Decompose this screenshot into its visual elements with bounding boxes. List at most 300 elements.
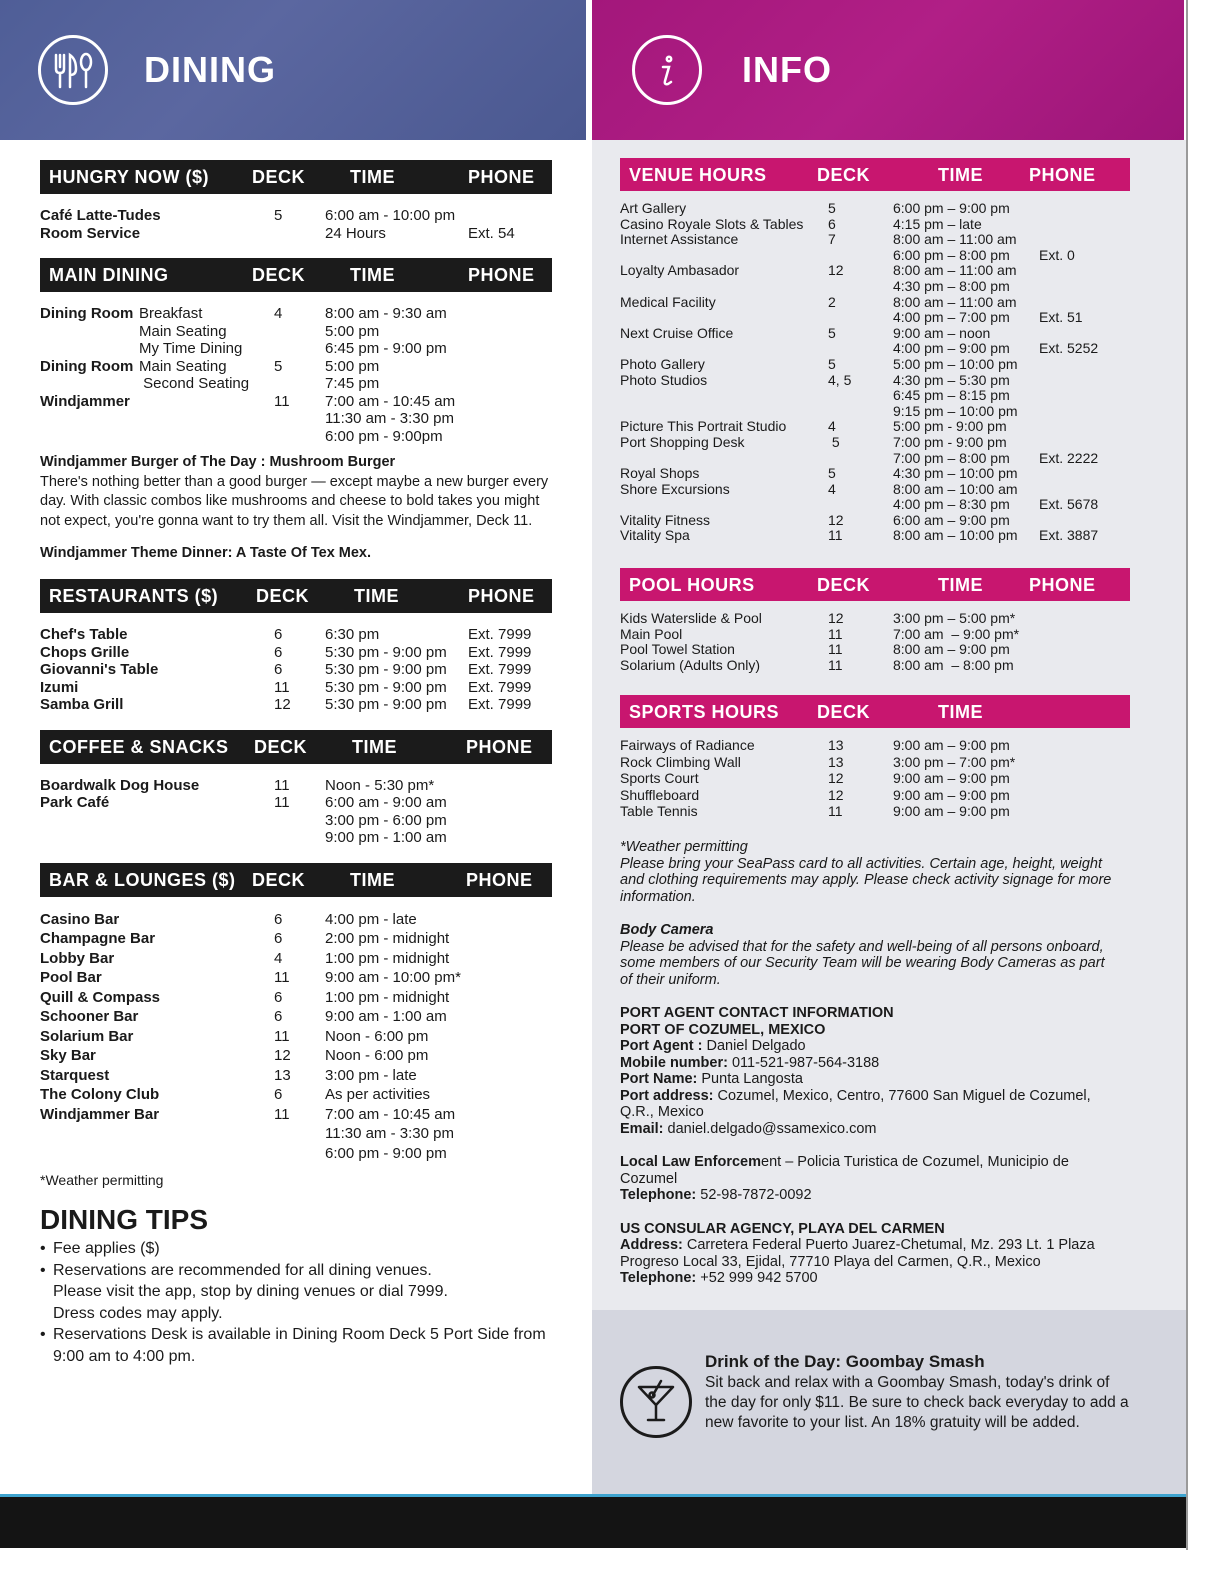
time-column-header: TIME: [350, 167, 395, 187]
time-value: 8:00 am – 11:00 am: [893, 262, 1017, 279]
list-item: [620, 754, 1130, 771]
time-value: 6:45 pm – 8:15 pm: [893, 387, 1010, 404]
section-title: POOL HOURS: [629, 575, 755, 595]
phone-value: Ext. 5252: [1039, 340, 1099, 357]
time-value: 6:00 pm - 9:00 pm: [325, 1144, 447, 1162]
footer-bar: [0, 1494, 1188, 1548]
phone-column-header: PHONE: [468, 167, 535, 187]
deck-value: 13: [274, 1066, 291, 1084]
meal-name: My Time Dining: [139, 340, 243, 357]
list-item: [40, 644, 552, 662]
time-value: 6:00 pm - 9:00pm: [325, 427, 443, 445]
list-item: [620, 403, 1130, 419]
venue-name: Fairways of Radiance: [620, 737, 755, 753]
list-item: [620, 309, 1130, 325]
phone-value: Ext. 7999: [468, 643, 532, 661]
time-value: 11:30 am - 3:30 pm: [325, 410, 454, 427]
phone-column-header: PHONE: [466, 869, 533, 890]
time-value: 6:00 am – 9:00 pm: [893, 511, 1010, 528]
time-value: 4:15 pm – late: [893, 215, 982, 232]
pool-hours-list: [620, 610, 1130, 672]
meal-name: Main Seating: [139, 322, 227, 340]
deck-value: 4: [828, 480, 836, 497]
list-item: [620, 481, 1130, 497]
port-agent-value: Daniel Delgado: [702, 1038, 806, 1054]
venue-name: Dining Room: [40, 305, 134, 322]
mobile-value: 011-521-987-564-3188: [727, 1054, 880, 1071]
list-item: [40, 410, 552, 428]
venue-hours-section: [620, 158, 1130, 543]
meal-name: Second Seating: [139, 375, 250, 392]
deck-value: 7: [828, 231, 836, 248]
list-item: [620, 657, 1130, 673]
deck-column-header: DECK: [254, 736, 308, 757]
info-icon: [632, 35, 702, 105]
phone-value: Ext. 7999: [468, 678, 532, 696]
section-title: MAIN DINING: [49, 265, 169, 285]
deck-value: 12: [828, 262, 844, 279]
list-item: [40, 911, 552, 931]
activity-note: [620, 839, 1120, 905]
burger-title: Windjammer Burger of The Day : Mushroom Burger: [40, 454, 396, 470]
time-value: 7:00 pm – 8:00 pm: [893, 449, 1010, 466]
port-address-label: Port address:: [620, 1087, 714, 1104]
time-value: 6:00 am - 9:00 am: [325, 794, 447, 811]
dining-title: DINING: [144, 49, 276, 90]
deck-column-header: DECK: [817, 575, 871, 595]
venue-name: Next Cruise Office: [620, 324, 734, 341]
time-value: 8:00 am - 9:30 am: [325, 305, 447, 322]
time-value: 4:00 pm – 9:00 pm: [893, 340, 1010, 357]
section-title: HUNGRY NOW ($): [49, 167, 209, 187]
time-value: 5:30 pm - 9:00 pm: [325, 696, 447, 713]
list-item: [40, 323, 552, 341]
list-item: [620, 512, 1130, 528]
time-value: Noon - 5:30 pm*: [325, 776, 435, 794]
port-address-value: Cozumel, Mexico, Centro, 77600 San Miguel de Cozumel, Q.R., Mexico: [620, 1087, 1091, 1120]
deck-value: 12: [828, 610, 844, 626]
venue-name: Giovanni's Table: [40, 661, 159, 678]
law-enforcement-info: [620, 1154, 1120, 1204]
time-value: 5:30 pm - 9:00 pm: [325, 661, 447, 678]
consular-address-label: Address:: [620, 1237, 683, 1253]
venue-name: Art Gallery: [620, 200, 687, 216]
venue-name: Pool Bar: [40, 969, 102, 986]
list-item: [620, 200, 1130, 216]
deck-value: 12: [274, 696, 291, 713]
law-value: – Policia Turistica de Cozumel, Municipio de Cozumel: [620, 1154, 1069, 1187]
list-item: [620, 737, 1130, 754]
time-column-header: TIME: [938, 702, 983, 722]
list-item: [40, 375, 552, 393]
list-item: [620, 262, 1130, 278]
time-value: 3:00 pm – 7:00 pm*: [893, 753, 1016, 770]
time-value: 5:00 pm - 9:00 pm: [893, 418, 1007, 435]
deck-value: 11: [274, 794, 290, 811]
list-item: [40, 1125, 552, 1145]
port-agent-heading: PORT AGENT CONTACT INFORMATION: [620, 1005, 894, 1021]
time-value: 4:00 pm – 8:30 pm: [893, 496, 1010, 513]
time-value: Noon - 6:00 pm: [325, 1027, 429, 1045]
deck-value: 4: [274, 305, 283, 322]
deck-value: 12: [828, 511, 844, 528]
deck-value: 5: [828, 200, 836, 216]
venue-name: Photo Studios: [620, 371, 708, 388]
info-column: [592, 140, 1186, 1310]
list-item: [40, 393, 552, 411]
list-item: [40, 1028, 552, 1048]
venue-name: Park Café: [40, 794, 110, 811]
law-phone-label: Telephone:: [620, 1187, 697, 1203]
venue-name: Photo Gallery: [620, 355, 705, 372]
list-item: [40, 225, 552, 243]
deck-value: 6: [274, 626, 283, 643]
list-item: [620, 387, 1130, 403]
time-value: 4:30 pm – 5:30 pm: [893, 371, 1010, 388]
venue-name: Solarium Bar: [40, 1027, 134, 1045]
venue-name: Loyalty Ambasador: [620, 262, 740, 279]
time-value: 8:00 am – 11:00 am: [893, 231, 1017, 248]
list-item: [620, 787, 1130, 804]
bar-lounges-list: [40, 911, 552, 1165]
phone-column-header: PHONE: [468, 586, 535, 606]
body-camera-note: [620, 922, 1120, 988]
deck-value: 13: [828, 753, 844, 770]
list-item: [620, 294, 1130, 310]
consular-heading: US CONSULAR AGENCY, PLAYA DEL CARMEN: [620, 1220, 945, 1237]
port-agent-label: Port Agent :: [620, 1038, 703, 1054]
restaurants-list: [40, 626, 552, 714]
pool-hours-section: [620, 568, 1130, 672]
venue-name: Port Shopping Desk: [620, 433, 745, 450]
venue-name: Samba Grill: [40, 696, 124, 713]
venue-name: Schooner Bar: [40, 1008, 139, 1025]
venue-hours-list: [620, 200, 1130, 543]
coffee-snacks-header: [40, 730, 552, 764]
venue-name: Internet Assistance: [620, 231, 739, 248]
deck-value: 6: [274, 643, 283, 661]
meal-name: Breakfast: [139, 305, 203, 322]
time-column-header: TIME: [354, 586, 399, 606]
time-value: 1:00 pm - midnight: [325, 988, 450, 1006]
phone-column-header: PHONE: [1029, 575, 1096, 595]
time-value: 3:00 pm - late: [325, 1066, 417, 1084]
venue-name: Boardwalk Dog House: [40, 776, 200, 794]
deck-value: 4, 5: [828, 371, 852, 388]
time-value: 3:00 pm – 5:00 pm*: [893, 610, 1016, 626]
hungry-now-header: [40, 160, 552, 194]
time-value: As per activities: [325, 1086, 431, 1103]
consular-address-value: Carretera Federal Puerto Juarez-Chetumal, Mz. 293 Lt. 1 Plaza Progreso Local 33, Ejidal, 77710 Playa del Carmen, Q.R., Mexico: [620, 1237, 1095, 1270]
list-item: [620, 626, 1130, 642]
deck-column-header: DECK: [252, 869, 306, 890]
venue-name: Dining Room: [40, 357, 134, 375]
section-title: RESTAURANTS ($): [49, 586, 219, 606]
venue-name: Champagne Bar: [40, 930, 156, 947]
phone-value: Ext. 7999: [468, 626, 532, 643]
consular-phone-value: +52 999 942 5700: [696, 1270, 818, 1286]
deck-value: 6: [274, 1086, 283, 1103]
list-item: [40, 679, 552, 697]
time-column-header: TIME: [938, 165, 983, 185]
time-value: 4:30 pm – 8:00 pm: [893, 277, 1010, 294]
time-value: 9:00 am – 9:00 pm: [893, 803, 1010, 820]
restaurants-header: [40, 579, 552, 613]
theme-dinner: Windjammer Theme Dinner: A Taste Of Tex Mex.: [40, 545, 372, 561]
phone-column-header: PHONE: [468, 265, 535, 285]
list-item: [620, 247, 1130, 263]
dining-tips-title: DINING TIPS: [40, 1204, 209, 1235]
list-item: [620, 450, 1130, 466]
time-column-header: TIME: [350, 265, 395, 285]
deck-value: 2: [828, 293, 836, 310]
email-value: daniel.delgado@ssamexico.com: [663, 1120, 877, 1137]
meal-name: Main Seating: [139, 357, 227, 375]
list-item: [40, 696, 552, 714]
list-item: [620, 325, 1130, 341]
deck-value: 6: [274, 910, 283, 928]
deck-value: 4: [274, 949, 283, 967]
time-value: 6:00 am - 10:00 pm: [325, 207, 456, 224]
section-title: COFFEE & SNACKS: [49, 736, 229, 757]
time-value: 5:30 pm - 9:00 pm: [325, 643, 447, 661]
list-item: [40, 428, 552, 446]
weather-note: *Weather permitting: [40, 1172, 164, 1188]
time-value: 5:00 pm: [325, 322, 380, 340]
time-value: 7:00 am - 10:45 am: [325, 1105, 456, 1123]
time-value: 1:00 pm - midnight: [325, 949, 450, 967]
deck-column-header: DECK: [252, 167, 306, 187]
phone-value: Ext. 3887: [1039, 527, 1099, 544]
list-item: [40, 950, 552, 970]
coffee-snacks-list: [40, 777, 552, 847]
tip-item: • Reservations are recommended for all dining venues. Please visit the app, stop by dining venues or dial 7999. Dress codes may apply.: [40, 1260, 485, 1325]
time-value: 6:45 pm - 9:00 pm: [325, 340, 447, 357]
sports-hours-header: [620, 695, 1130, 728]
dining-header: [0, 0, 586, 140]
time-column-header: TIME: [938, 575, 983, 595]
list-item: [40, 626, 552, 644]
venue-name: Room Service: [40, 224, 141, 242]
list-item: [620, 527, 1130, 543]
phone-value: Ext. 7999: [468, 696, 532, 713]
fork-knife-icon: [38, 35, 108, 105]
time-value: 7:45 pm: [325, 375, 380, 392]
time-column-header: TIME: [350, 869, 395, 890]
venue-name: Picture This Portrait Studio: [620, 418, 787, 435]
list-item: [620, 231, 1130, 247]
venue-name: Table Tennis: [620, 803, 698, 820]
deck-value: 5: [828, 433, 840, 450]
pool-hours-header: [620, 568, 1130, 601]
deck-value: 11: [828, 641, 843, 658]
list-item: [620, 372, 1130, 388]
list-item: [620, 418, 1130, 434]
time-value: 4:30 pm – 10:00 pm: [893, 465, 1018, 482]
deck-value: 5: [274, 357, 283, 375]
port-name-label: Port Name:: [620, 1071, 698, 1087]
venue-name: Main Pool: [620, 625, 683, 642]
list-item: [620, 278, 1130, 294]
law-label: Local Law Enforcem: [620, 1154, 762, 1170]
list-item: [40, 358, 552, 376]
list-item: [620, 770, 1130, 787]
time-value: 8:00 am – 10:00 pm: [893, 527, 1018, 544]
deck-value: 13: [828, 737, 844, 753]
venue-name: Sports Court: [620, 770, 699, 787]
venue-name: Chops Grille: [40, 643, 130, 661]
venue-hours-header: [620, 158, 1130, 191]
time-value: 7:00 am - 10:45 am: [325, 392, 456, 410]
venue-name: Solarium (Adults Only): [620, 656, 761, 673]
venue-name: Vitality Fitness: [620, 511, 710, 528]
time-value: 9:00 pm - 1:00 am: [325, 829, 447, 846]
venue-name: Vitality Spa: [620, 527, 690, 544]
deck-value: 5: [274, 207, 283, 224]
time-value: 9:00 am – 9:00 pm: [893, 737, 1010, 753]
deck-value: 11: [828, 656, 843, 673]
list-item: [40, 1008, 552, 1028]
time-value: 3:00 pm - 6:00 pm: [325, 811, 447, 829]
list-item: [620, 803, 1130, 820]
list-item: [620, 465, 1130, 481]
time-value: 24 Hours: [325, 224, 386, 242]
section-title: SPORTS HOURS: [629, 702, 780, 722]
mobile-label: Mobile number:: [620, 1054, 728, 1071]
time-value: 2:00 pm - midnight: [325, 930, 450, 947]
list-item: [40, 1086, 552, 1106]
venue-name: Quill & Compass: [40, 988, 161, 1006]
list-item: [40, 829, 552, 847]
time-value: 5:00 pm – 10:00 pm: [893, 355, 1018, 372]
deck-value: 11: [274, 392, 290, 410]
venue-name: Medical Facility: [620, 293, 716, 310]
deck-value: 11: [274, 776, 290, 794]
time-value: 8:00 am – 8:00 pm: [893, 656, 1014, 673]
page-edge-divider: [1186, 0, 1188, 1550]
list-item: [40, 1145, 552, 1165]
list-item: [40, 1047, 552, 1067]
deck-value: 6: [274, 1008, 283, 1025]
time-value: 9:00 am - 1:00 am: [325, 1008, 447, 1025]
deck-value: 6: [828, 215, 836, 232]
cocktail-glass-icon: [620, 1366, 692, 1438]
time-value: 5:00 pm: [325, 357, 380, 375]
consular-info: [620, 1221, 1120, 1287]
venue-name: Pool Towel Station: [620, 641, 735, 658]
burger-of-the-day: [40, 453, 552, 531]
deck-value: 4: [828, 418, 836, 435]
time-value: 9:00 am - 10:00 pm*: [325, 969, 461, 986]
list-item: [40, 1106, 552, 1126]
section-title: VENUE HOURS: [629, 165, 767, 185]
port-heading: PORT OF COZUMEL, MEXICO: [620, 1021, 826, 1038]
deck-column-header: DECK: [252, 265, 306, 285]
deck-value: 12: [274, 1047, 291, 1064]
list-item: [40, 969, 552, 989]
deck-value: 11: [274, 1105, 290, 1123]
venue-name: Chef's Table: [40, 626, 128, 643]
dining-tips-list: [40, 1238, 552, 1367]
list-item: [620, 641, 1130, 657]
time-value: 8:00 am – 10:00 am: [893, 480, 1018, 497]
venue-name: Rock Climbing Wall: [620, 753, 741, 770]
tip-item: • Reservations Desk is available in Dining Room Deck 5 Port Side from 9:00 am to 4:00 pm.: [40, 1324, 552, 1367]
list-item: [620, 610, 1130, 626]
dining-column: [40, 160, 552, 1367]
time-value: 9:00 am – 9:00 pm: [893, 786, 1010, 803]
deck-value: 11: [828, 803, 843, 820]
list-item: [620, 434, 1130, 450]
deck-value: 12: [828, 786, 844, 803]
time-value: 6:30 pm: [325, 626, 380, 643]
deck-value: 6: [274, 988, 283, 1006]
bar-lounges-header: [40, 863, 552, 897]
deck-value: 11: [274, 1027, 290, 1045]
body-camera-title: Body Camera: [620, 922, 714, 938]
venue-name: Starquest: [40, 1066, 110, 1084]
list-item: [40, 1067, 552, 1087]
venue-name: Shore Excursions: [620, 480, 730, 497]
list-item: [40, 930, 552, 950]
time-value: 6:00 pm – 9:00 pm: [893, 200, 1010, 216]
deck-value: 11: [828, 527, 843, 544]
venue-name: Casino Bar: [40, 910, 120, 928]
time-value: 6:00 pm – 8:00 pm: [893, 246, 1010, 263]
email-label: Email:: [620, 1120, 664, 1137]
deck-value: 11: [274, 969, 290, 986]
main-dining-header: [40, 258, 552, 292]
venue-name: Royal Shops: [620, 465, 700, 482]
info-title: INFO: [742, 49, 832, 90]
venue-name: Windjammer: [40, 392, 130, 410]
sports-hours-section: [620, 695, 1130, 820]
list-item: [620, 496, 1130, 512]
venue-name: Casino Royale Slots & Tables: [620, 215, 804, 232]
phone-column-header: PHONE: [466, 736, 533, 757]
deck-value: 11: [274, 678, 290, 696]
time-value: 8:00 am – 9:00 pm: [893, 641, 1010, 658]
deck-value: 5: [828, 355, 836, 372]
deck-value: 6: [274, 661, 283, 678]
burger-description: There's nothing better than a good burger — except maybe a new burger every day. With classic combos like mushrooms and cheese to bold takes you might not expect, you're gonna want to try them all. Visit the Windjammer, Deck 11.: [40, 473, 549, 529]
list-item: [40, 812, 552, 830]
phone-value: Ext. 54: [468, 224, 515, 242]
sports-hours-list: [620, 737, 1130, 820]
deck-column-header: DECK: [256, 586, 310, 606]
phone-value: Ext. 2222: [1039, 449, 1099, 466]
time-value: 9:00 am – 9:00 pm: [893, 770, 1010, 787]
phone-value: Ext. 51: [1039, 309, 1083, 326]
deck-column-header: DECK: [817, 165, 871, 185]
port-agent-info: [620, 1005, 1120, 1137]
venue-name: Kids Waterslide & Pool: [620, 610, 762, 626]
deck-value: 12: [828, 770, 844, 787]
venue-name: Shuffleboard: [620, 786, 700, 803]
list-item: [40, 989, 552, 1009]
list-item: [620, 340, 1130, 356]
venue-name: Lobby Bar: [40, 949, 115, 967]
time-value: 5:30 pm - 9:00 pm: [325, 678, 447, 696]
consular-phone-label: Telephone:: [620, 1270, 697, 1286]
law-phone-value: 52-98-7872-0092: [696, 1187, 812, 1203]
phone-value: Ext. 7999: [468, 661, 532, 678]
body-camera-text: Please be advised that for the safety and well-being of all persons onboard, some members of our Security Team will be wearing Body Cameras as part of their uniform.: [620, 938, 1105, 988]
hungry-now-list: [40, 207, 552, 242]
venue-name: Café Latte-Tudes: [40, 207, 161, 224]
port-name-value: Punta Langosta: [697, 1071, 803, 1087]
time-value: 4:00 pm – 7:00 pm: [893, 309, 1010, 326]
